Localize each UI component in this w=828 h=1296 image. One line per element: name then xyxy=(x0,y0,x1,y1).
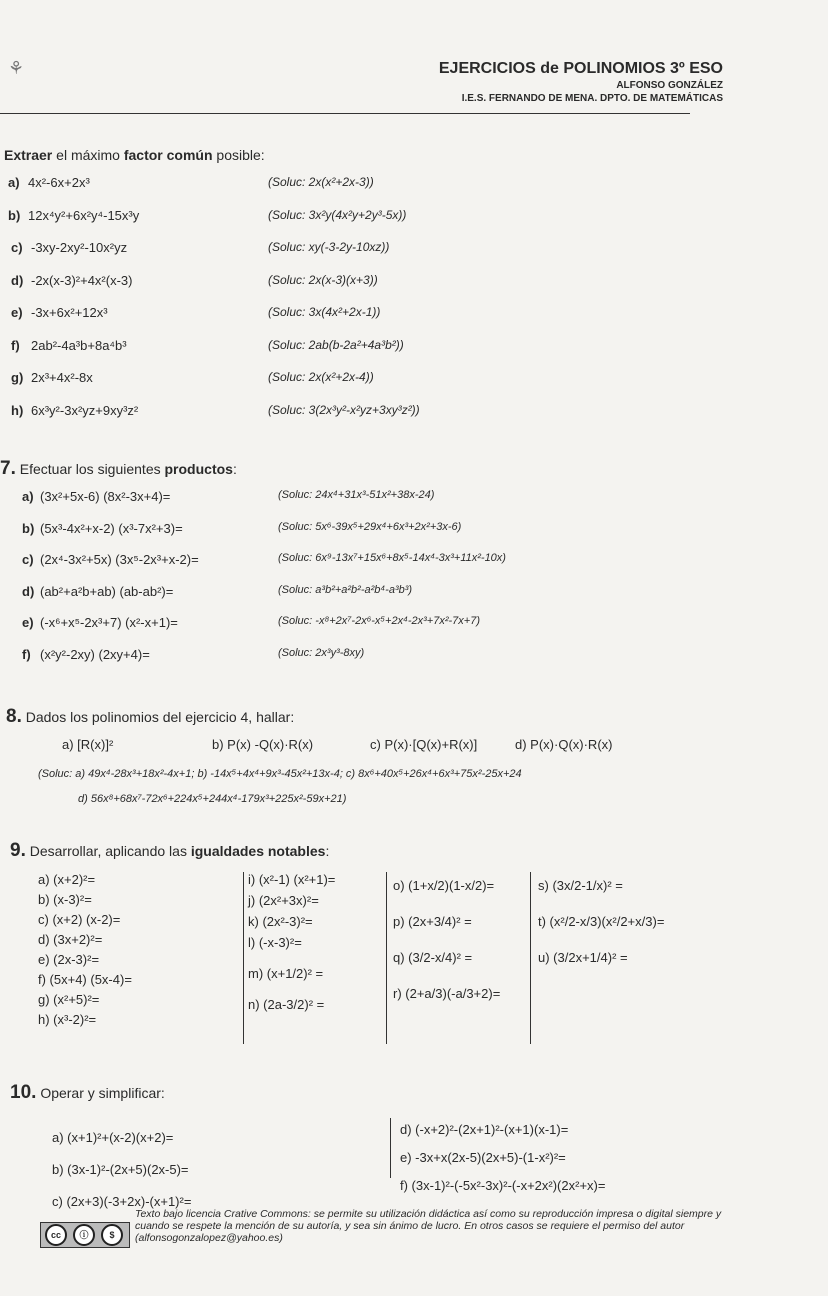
section-7-title: 7. Efectuar los siguientes productos: xyxy=(0,458,237,479)
nc-icon: $ xyxy=(101,1224,123,1246)
exercise-label: a) xyxy=(8,175,20,190)
exercise-solution: (Soluc: a³b²+a²b²-a²b⁴-a³b³) xyxy=(278,583,413,596)
by-icon: ⓘ xyxy=(73,1224,95,1246)
exercise-solution: (Soluc: 6x⁹-13x⁷+15x⁶+8x⁵-14x⁴-3x³+11x²-10x) xyxy=(278,552,506,564)
column-divider xyxy=(386,872,387,1044)
exercise-solution: (Soluc: 2x³y³-8xy) xyxy=(278,646,365,659)
exercise-expression: s) (3x/2-1/x)² = xyxy=(538,878,623,893)
column-divider xyxy=(390,1118,391,1178)
exercise-expression: d) (3x+2)²= xyxy=(38,932,103,947)
exercise-expression: i) (x²-1) (x²+1)= xyxy=(248,872,336,887)
solution-8-line1: (Soluc: a) 49x⁴-28x³+18x²-4x+1; b) -14x⁵+4x⁴+9x³-45x²+13x-4; c) 8x⁶+40x⁵+26x⁴+6x³+75x²-25x+24 xyxy=(38,768,522,780)
exercise-expression: o) (1+x/2)(1-x/2)= xyxy=(393,878,495,893)
exercise-expression: a) (x+1)²+(x-2)(x+2)= xyxy=(52,1130,174,1145)
exercise-expression: h) (x³-2)²= xyxy=(38,1012,97,1027)
exercise-solution: (Soluc: 2x(x²+2x-3)) xyxy=(268,175,374,189)
exercise-solution: (Soluc: -x⁸+2x⁷-2x⁶-x⁵+2x⁴-2x³+7x²-7x+7) xyxy=(278,615,480,627)
exercise-expression: (ab²+a²b+ab) (ab-ab²)= xyxy=(40,583,174,599)
exercise-label: c) xyxy=(11,240,23,255)
exercise-expression: f) (3x-1)²-(-5x²-3x)²-(-x+2x²)(2x²+x)= xyxy=(400,1178,606,1193)
exercise-8b: b) P(x) -Q(x)·R(x) xyxy=(212,737,314,752)
exercise-label: c) xyxy=(22,552,34,567)
exercise-expression: m) (x+1/2)² = xyxy=(248,966,324,981)
section-8-title: 8. Dados los polinomios del ejercicio 4, hallar: xyxy=(6,706,295,727)
exercise-expression: -3xy-2xy²-10x²yz xyxy=(31,240,128,255)
exercise-expression: e) (2x-3)²= xyxy=(38,952,100,967)
exercise-solution: (Soluc: 3x(4x²+2x-1)) xyxy=(268,305,381,319)
exercise-8c: c) P(x)·[Q(x)+R(x)] xyxy=(370,737,478,752)
exercise-expression: p) (2x+3/4)² = xyxy=(393,914,472,929)
exercise-expression: c) (2x+3)(-3+2x)-(x+1)²= xyxy=(52,1194,192,1209)
exercise-label: f) xyxy=(11,337,20,353)
exercise-solution: (Soluc: xy(-3-2y-10xz)) xyxy=(268,240,390,254)
exercise-expression: 4x²-6x+2x³ xyxy=(28,175,90,190)
exercise-expression: d) (-x+2)²-(2x+1)²-(x+1)(x-1)= xyxy=(400,1122,569,1137)
author: ALFONSO GONZÁLEZ xyxy=(616,80,723,91)
exercise-label: e) xyxy=(11,305,23,320)
column-divider xyxy=(530,872,531,1044)
exercise-solution: (Soluc: 5x⁶-39x⁵+29x⁴+6x³+2x²+3x-6) xyxy=(278,520,462,533)
exercise-expression: (2x⁴-3x²+5x) (3x⁵-2x³+x-2)= xyxy=(40,552,199,567)
exercise-expression: -3x+6x²+12x³ xyxy=(31,305,108,320)
cc-icon: cc xyxy=(45,1224,67,1246)
license-text: Texto bajo licencia Crative Commons: se permite su utilización didáctica así como su reproducción impresa o digital siempre y cuando se respete la mención de su autoría, y sea sin ánimo de lucro. En otros casos se requiere el permiso del autor (alfonsogonzalopez@yahoo.es) xyxy=(135,1208,722,1244)
exercise-expression: u) (3/2x+1/4)² = xyxy=(538,950,628,965)
exercise-expression: e) -3x+x(2x-5)(2x+5)-(1-x²)²= xyxy=(400,1150,566,1165)
exercise-label: b) xyxy=(22,520,35,536)
school: I.E.S. FERNANDO DE MENA. DPTO. DE MATEMÁTICAS xyxy=(461,93,723,104)
section-6-title: Extraer el máximo factor común posible: xyxy=(4,147,265,163)
exercise-expression: q) (3/2-x/4)² = xyxy=(393,950,473,965)
exercise-expression: 12x⁴y²+6x²y⁴-15x³y xyxy=(28,207,140,223)
exercise-expression: j) (2x²+3x)²= xyxy=(248,893,319,908)
doc-title: EJERCICIOS de POLINOMIOS 3º ESO xyxy=(438,60,723,77)
exercise-expression: k) (2x²-3)²= xyxy=(248,914,313,929)
exercise-label: b) xyxy=(8,207,21,223)
exercise-expression: g) (x²+5)²= xyxy=(38,992,100,1007)
exercise-label: e) xyxy=(22,615,34,630)
exercise-solution: (Soluc: 3(2x³y²-x²yz+3xy³z²)) xyxy=(268,402,420,417)
exercise-solution: (Soluc: 2ab(b-2a²+4a³b²)) xyxy=(268,337,404,352)
exercise-expression: r) (2+a/3)(-a/3+2)= xyxy=(393,986,501,1001)
exercise-expression: t) (x²/2-x/3)(x²/2+x/3)= xyxy=(538,914,665,929)
exercise-solution: (Soluc: 2x(x²+2x-4)) xyxy=(268,370,374,384)
exercise-expression: (3x²+5x-6) (8x²-3x+4)= xyxy=(40,489,171,504)
exercise-expression: 2ab²-4a³b+8a⁴b³ xyxy=(31,337,127,353)
exercise-solution: (Soluc: 24x⁴+31x³-51x²+38x-24) xyxy=(278,489,435,501)
exercise-expression: 6x³y²-3x²yz+9xy³z² xyxy=(31,402,139,418)
exercise-8d: d) P(x)·Q(x)·R(x) xyxy=(515,737,613,752)
exercise-expression: c) (x+2) (x-2)= xyxy=(38,912,121,927)
section-9-title: 9. Desarrollar, aplicando las igualdades notables: xyxy=(10,840,330,861)
exercise-expression: a) (x+2)²= xyxy=(38,872,96,887)
exercise-8a: a) [R(x)]² xyxy=(62,737,114,752)
school-logo-icon: ⚘ xyxy=(8,58,25,78)
exercise-solution: (Soluc: 3x²y(4x²y+2y³-5x)) xyxy=(268,207,407,222)
exercise-expression: n) (2a-3/2)² = xyxy=(248,997,325,1012)
creative-commons-badge xyxy=(40,1222,130,1248)
column-divider xyxy=(243,872,244,1044)
exercise-label: f) xyxy=(22,646,31,662)
exercise-label: g) xyxy=(11,370,24,385)
exercise-expression: 2x³+4x²-8x xyxy=(31,370,93,385)
exercise-expression: (x²y²-2xy) (2xy+4)= xyxy=(40,646,150,662)
exercise-expression: f) (5x+4) (5x-4)= xyxy=(38,972,132,987)
exercise-label: h) xyxy=(11,402,24,418)
exercise-expression: -2x(x-3)²+4x²(x-3) xyxy=(31,272,133,288)
exercise-expression: b) (x-3)²= xyxy=(38,892,92,907)
exercise-label: d) xyxy=(22,583,35,599)
exercise-expression: (5x³-4x²+x-2) (x³-7x²+3)= xyxy=(40,520,183,536)
exercise-expression: (-x⁶+x⁵-2x³+7) (x²-x+1)= xyxy=(40,615,178,630)
solution-8-line2: d) 56x⁸+68x⁷-72x⁶+224x⁵+244x⁴-179x³+225x²-59x+21) xyxy=(78,793,347,805)
section-10-title: 10. Operar y simplificar: xyxy=(10,1082,165,1103)
exercise-solution: (Soluc: 2x(x-3)(x+3)) xyxy=(268,272,378,287)
exercise-expression: l) (-x-3)²= xyxy=(248,935,302,950)
exercise-label: d) xyxy=(11,272,24,288)
exercise-label: a) xyxy=(22,489,34,504)
header-divider xyxy=(0,113,690,114)
exercise-expression: b) (3x-1)²-(2x+5)(2x-5)= xyxy=(52,1162,189,1177)
